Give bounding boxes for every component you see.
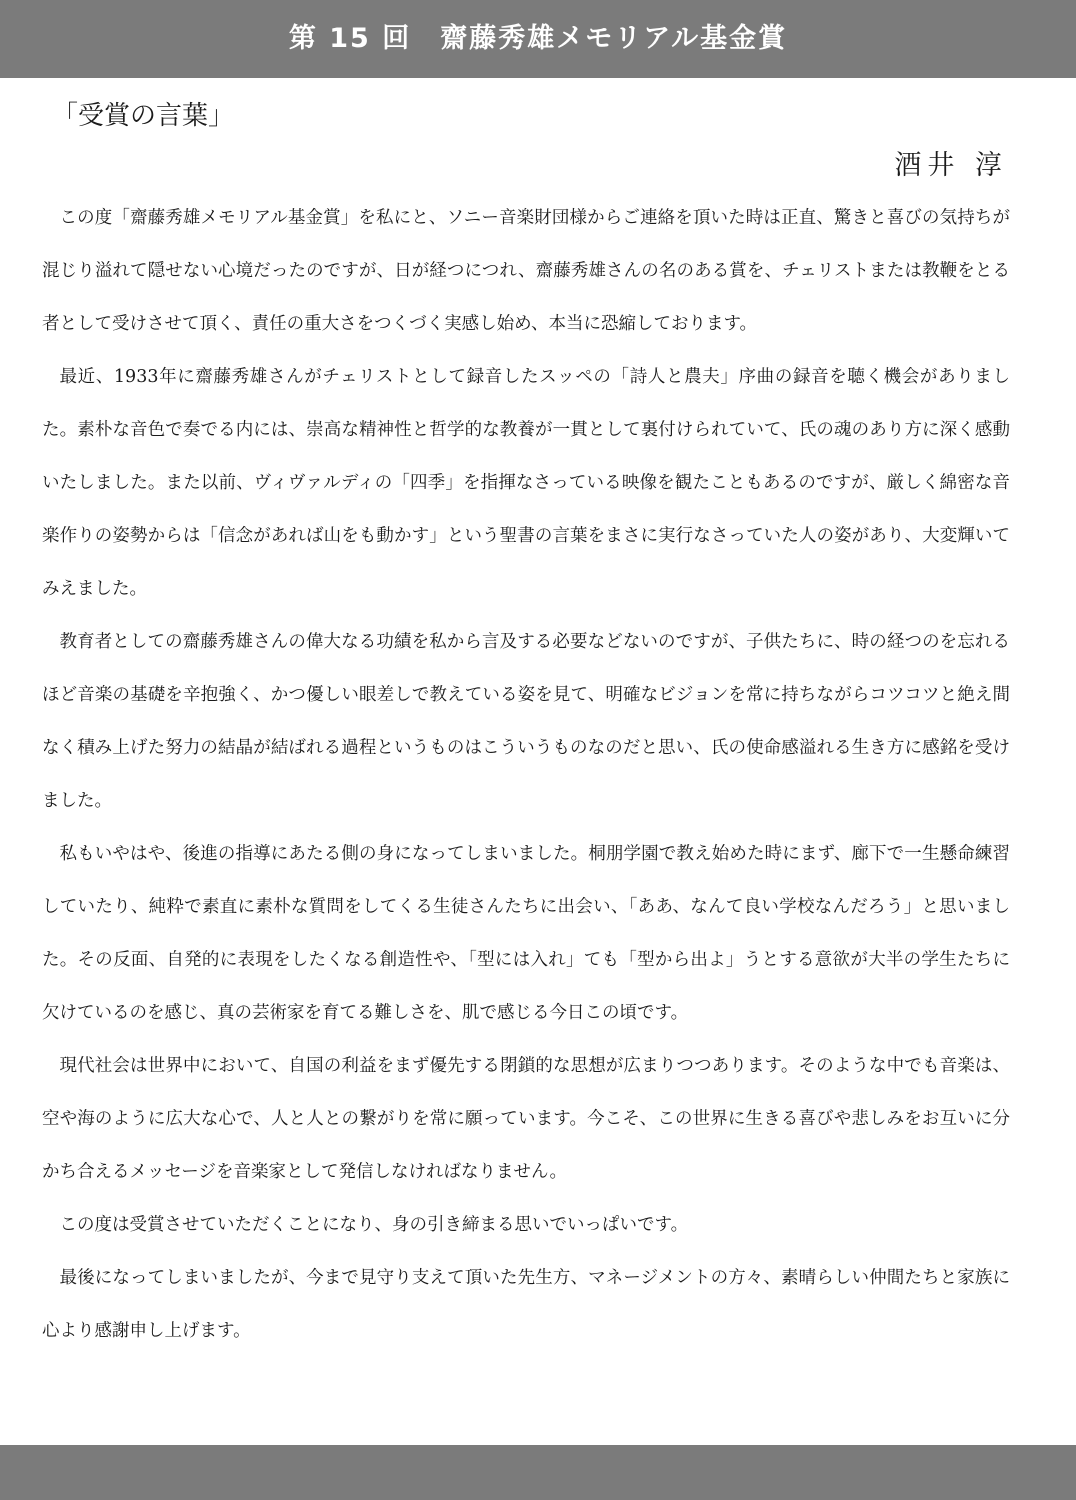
footer-bar — [0, 1445, 1076, 1500]
paragraph: この度「齋藤秀雄メモリアル基金賞」を私にと、ソニー音楽財団様からご連絡を頂いた時は正直、驚きと喜びの気持ちが混じり溢れて隠せない心境だったのですが、日が経つにつれ、齋藤秀雄さんの名のある賞を、チェリストまたは教鞭をとる者として受けさせて頂く、責任の重大さをつくづく実感し始め、本当に恐縮しております。 — [42, 208, 1010, 334]
paragraph: この度は受賞させていただくことになり、身の引き締まる思いでいっぱいです。 — [59, 1215, 689, 1235]
section-heading: 「受賞の言葉」 — [52, 101, 235, 131]
header-bar — [0, 0, 1076, 78]
paragraph: 教育者としての齋藤秀雄さんの偉大なる功績を私から言及する必要などないのですが、子供たちに、時の経つのを忘れるほど音楽の基礎を辛抱強く、かつ優しい眼差しで教えている姿を見て、明確なビジョンを常に持ちながらコツコツと絶え間なく積み上げた努力の結晶が結ばれる過程というものはこういうものなのだと思い、氏の使命感溢れる生き方に感銘を受けました。 — [42, 632, 1010, 811]
paragraph: 最後になってしまいましたが、今まで見守り支えて頂いた先生方、マネージメントの方々、素晴らしい仲間たちと家族に心より感謝申し上げます。 — [42, 1268, 1010, 1341]
paragraph: 現代社会は世界中において、自国の利益をまず優先する閉鎖的な思想が広まりつつあります。そのような中でも音楽は、空や海のように広大な心で、人と人との繋がりを常に願っています。今こそ、この世界に生きる喜びや悲しみをお互いに分かち合えるメッセージを音楽家として発信しなければなりません。 — [42, 1056, 1010, 1182]
paragraph: 私もいやはや、後進の指導にあたる側の身になってしまいました。桐朋学園で教え始めた時にまず、廊下で一生懸命練習していたり、純粋で素直に素朴な質問をしてくる生徒さんたちに出会い、「ああ、なんて良い学校なんだろう」と思いました。その反面、自発的に表現をしたくなる創造性や、「型には入れ」ても「型から出よ」うとする意欲が大半の学生たちに欠けているのを感じ、真の芸術家を育てる難しさを、肌で感じる今日この頃です。 — [42, 844, 1010, 1023]
paragraph: 最近、1933年に齋藤秀雄さんがチェリストとして録音したスッペの「詩人と農夫」序曲の録音を聴く機会がありました。素朴な音色で奏でる内には、崇高な精神性と哲学的な教養が一貫として裏付けられていて、氏の魂のあり方に深く感動いたしました。また以前、ヴィヴァルディの「四季」を指揮なさっている映像を観たこともあるのですが、厳しく綿密な音楽作りの姿勢からは「信念があれば山をも動かす」という聖書の言葉をまさに実行なさっていた人の姿があり、大変輝いてみえました。 — [42, 367, 1010, 599]
page-title: 第 15 回 齋藤秀雄メモリアル基金賞 — [288, 22, 788, 54]
author-name: 酒井 淳 — [894, 150, 1008, 181]
body-text — [42, 192, 1010, 1358]
